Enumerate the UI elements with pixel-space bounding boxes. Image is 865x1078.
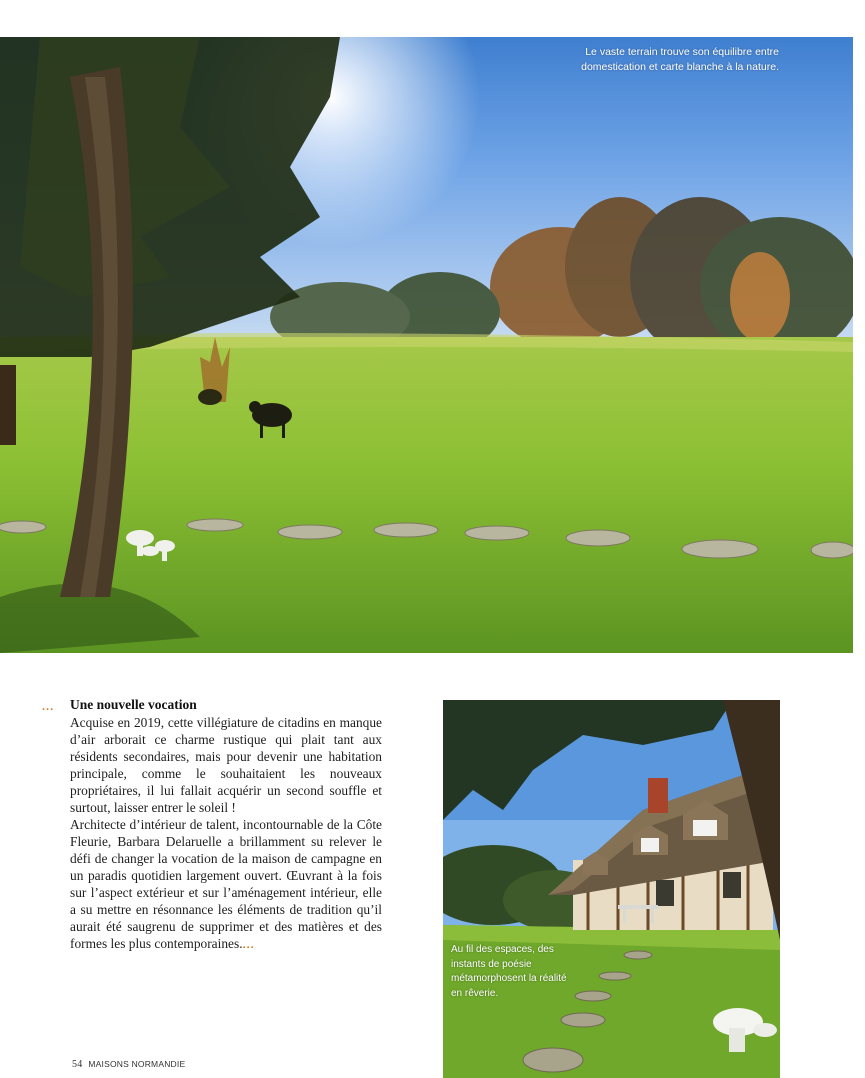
section-heading: Une nouvelle vocation [70,697,197,712]
publication-name: MAISONS NORMANDIE [88,1059,186,1069]
heading-ellipsis: ... [42,701,55,713]
article-paragraph-2 [70,816,382,954]
page-number: 54 [72,1059,83,1070]
house-photo-caption: Au fil des espaces, des instants de poésie métamorphosent la réalité en rêverie. [451,944,567,999]
hero-caption: Le vaste terrain trouve son équilibre entre domestication et carte blanche à la nature. [581,46,779,74]
page-footer [72,1059,185,1070]
article [42,697,382,954]
house-photo [443,700,780,1078]
end-ellipsis: ... [242,939,255,951]
house-illustration [443,700,780,1078]
article-paragraph-1: Acquise en 2019, cette villégiature de citadins en manque d’air arborait ce charme rustique qui plait tant aux résidents secondaires, mais pour devenir une habitation principale, comme le souhaitaient les nouveaux propriétaires, il lui fallait acquérir un second souffle et surtout, laisser entrer le soleil ! [70,715,382,815]
hero-illustration [0,37,853,653]
hero-photo [0,37,853,653]
article-paragraph-2-text: Architecte d’intérieur de talent, incontournable de la Côte Fleurie, Barbara Delaruelle a brillamment su relever le défi de changer la vocation de la maison de campagne en un paradis quotidien largement ouvert. Œuvrant à la fois sur l’aspect extérieur et sur l’aménagement intérieur, elle a su mettre en résonnance les éléments de tradition qu’il aurait été saugrenu de supprimer et des matières et des formes les plus contemporaines. [70,817,382,951]
